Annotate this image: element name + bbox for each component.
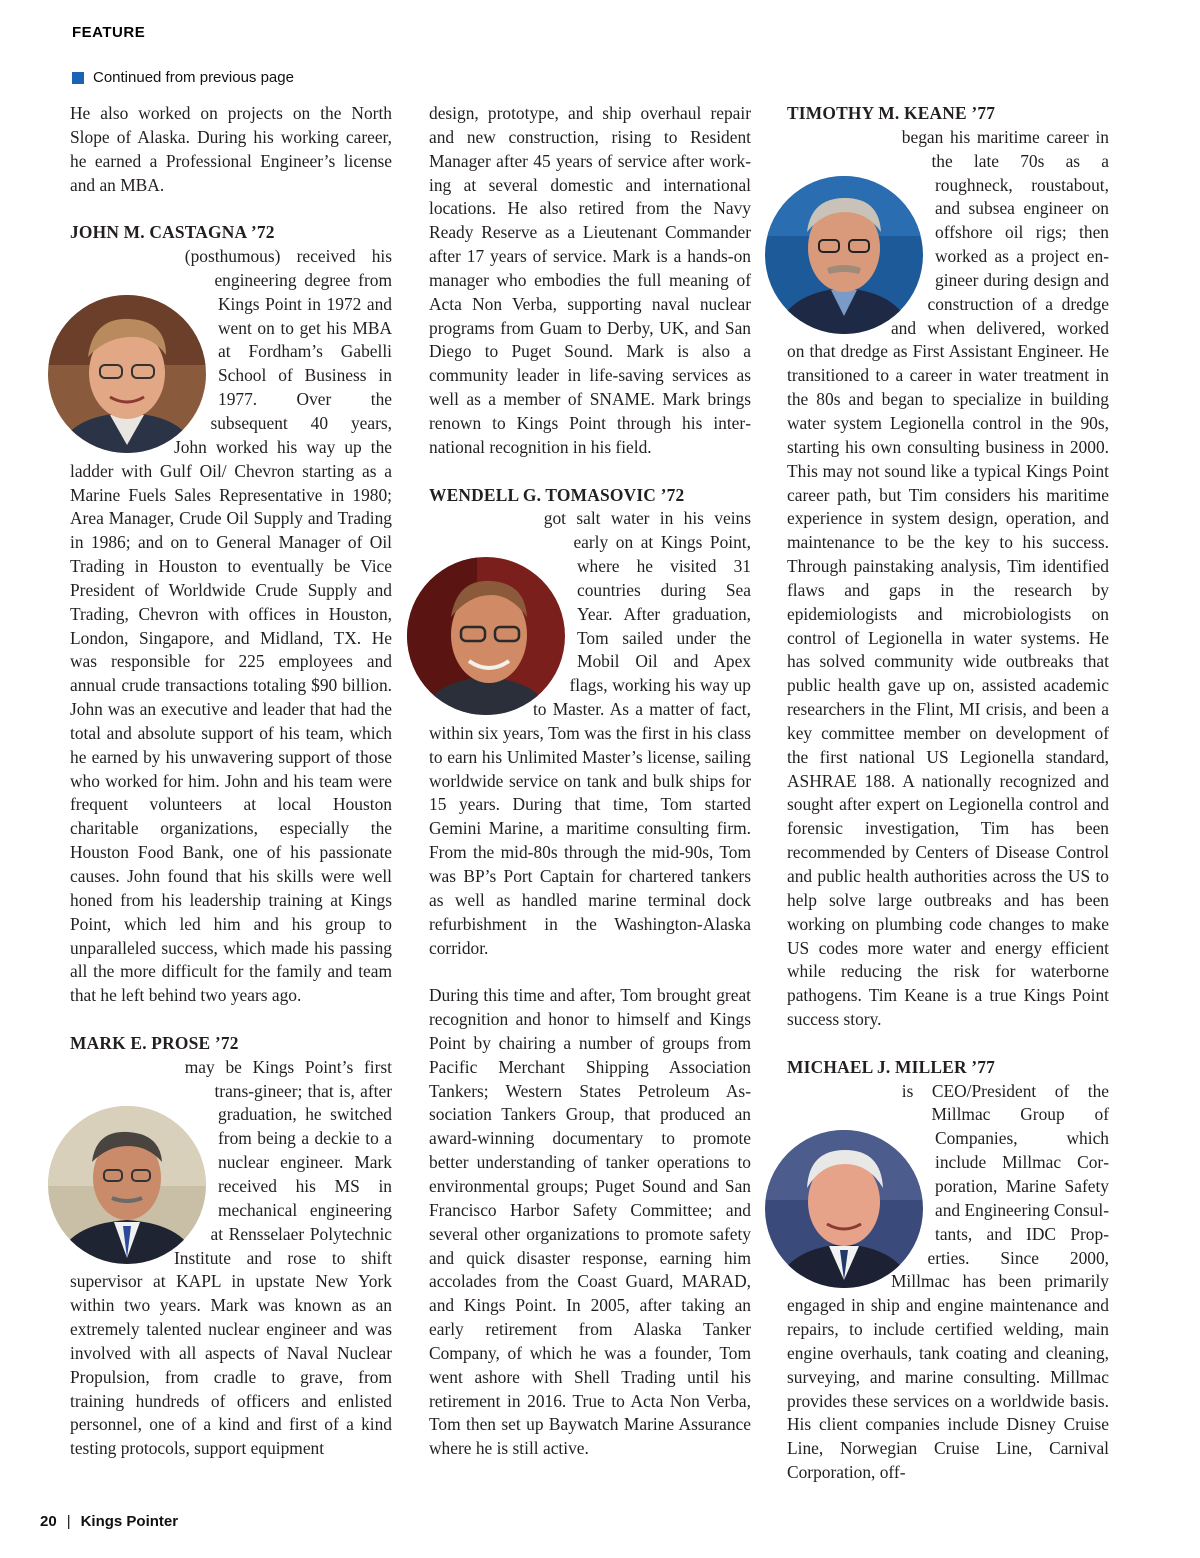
square-bullet-icon bbox=[72, 72, 84, 84]
tomasovic-bio-2: During this time and after, Tom brought great recognition and honor to himself and Kings Point by chairing a number of groups from Pacific Merchant Shipping Association Tankers; Western States Petroleum Association Tankers Group, that produced an award-winning documentary to promote better understanding of tanker operations to environmental groups; Puget Sound and San Francisco Harbor Safety Committee; and several other organizations to promote safety and quick disaster response, earning him accolades from the Coast Guard, MARAD, and Kings Point. In 2005, after taking an early retirement from Alaska Tanker Company, of which he was a founder, Tom went ashore with Shell Trading until his retirement in 2016. True to Acta Non Verba, Tom then set up Baywatch Marine Assurance where he is still active. bbox=[429, 985, 751, 1459]
intro-paragraph: He also worked on projects on the North Slope of Alaska. During his working career, he earned a Professional Engineer’s license and an MBA. bbox=[70, 103, 392, 195]
tomasovic-bio: got salt water in his veins early on at Kings Point, where he visited 31 countries during Sea Year. After graduation, Tom sailed under the Mobil Oil and Apex flags, working his way up to Master. As a matter of fact, within six years, Tom was the first in his class to earn his Unlimited Master’s license, sailing worldwide service on tank and bulk ships for 15 years. During that time, Tom started Gemini Marine, a maritime consulting firm. From the mid-80s through the mid-90s, Tom was BP’s Port Captain for chartered tankers as well as handled marine terminal dock refurbishment in the Washington-Alaska corridor. bbox=[429, 508, 751, 958]
section-label: FEATURE bbox=[72, 24, 146, 41]
footer-separator: | bbox=[66, 1513, 71, 1530]
keane-name: TIMOTHY M. KEANE ’77 bbox=[787, 103, 996, 123]
prose-bio-continued: design, prototype, and ship overhaul repair and new construction, rising to Resident Manager after 45 years of service after working at several domestic and international locations. He also retired from the Navy Ready Reserve as a Lieutenant Commander after 17 years of service. Mark is a hands-on manager who embodies the full meaning of Acta Non Verba, supporting naval nuclear programs from Guam to Derby, UK, and San Diego to Puget Sound. Mark is also a community leader in life-saving services as well as a member of SNAME. Mark brings renown to Kings Point through his international recognition in his field. bbox=[429, 103, 751, 457]
castagna-name: JOHN M. CASTAGNA ’72 bbox=[70, 222, 275, 243]
miller-photo bbox=[765, 1130, 923, 1288]
tomasovic-name: WENDELL G. TOMASOVIC ’72 bbox=[429, 484, 685, 505]
continued-text: Continued from previous page bbox=[93, 69, 294, 86]
page-number: 20 bbox=[40, 1513, 57, 1530]
publication-name: Kings Pointer bbox=[80, 1513, 179, 1530]
castagna-bio: (posthumous) received his engineering degree from Kings Point in 1972 and went on to get his MBA at Fordham’s Gabelli School of Business in 1977. Over the subsequent 40 years, John worked his way up the ladder with Gulf Oil/ Chevron starting as a Marine Fuels Sales Representative in 1980; Area Manager, Crude Oil Supply and Trading in 1986; and on to General Manager of Oil Trading in Houston to eventually be Vice President of Worldwide Crude Supply and Trading, Chevron with offices in Houston, London, Singapore, and Midland, TX. He was responsible for 225 employees and annual crude transactions totaling $90 billion. John was an executive and leader that had the total and absolute support of his team, which he earned by his unwavering support of those who worked for him. John and his team were frequent volunteers at local Houston charitable organizations, especially the Houston Food Bank, one of his passionate causes. John found that his skills were well honed from his leadership training at Kings Point, which led him and his group to unparalleled success, which made his passing all the more difficult for the family and team that he left behind two years ago. bbox=[70, 246, 392, 1006]
miller-name: MICHAEL J. MILLER ’77 bbox=[787, 1056, 996, 1077]
column-1 bbox=[70, 102, 392, 1461]
prose-name: MARK E. PROSE ’72 bbox=[70, 1032, 239, 1053]
tomasovic-photo bbox=[407, 557, 565, 715]
keane-bio: began his maritime career in the late 70s as a roughneck, roustabout, and subsea engineer on offshore oil rigs; then worked as a project engineer during design and construction of a dredge and when delivered, worked on that dredge as First Assistant Engineer. He transitioned to a career in water treatment in the 80s and began to specialize in building water system Legionella control in the 90s, starting his own consulting business in 2000. This may not sound like a typical Kings Point career path, but Tim considers his maritime experience in system design, operation, and maintenance to be the key to his success. Through painstaking analysis, Tim identified flaws and gaps in the research by epidemiologists and microbiologists on control of Legionella in water systems. He has solved community wide outbreaks that public health gave up on, assisted academic researchers in the Flint, MI crisis, and been a key committee member on development of the first national US Legionella standard, ASHRAE 188. A nationally recognized and sought after expert on Legionella control and forensic investigation, Tim has been recommended by Centers of Disease Control and public health authorities across the US to help solve large outbreaks and has been working on plumbing code changes to make US codes more water and energy efficient while reducing the risk for waterborne pathogens. Tim Keane is a true Kings Point success story. bbox=[787, 126, 1109, 1030]
miller-bio: is CEO/President of the Millmac Group of Companies, which include Millmac Corporation, Marine Safety and Engineering Consultants, and IDC Properties. Since 2000, Millmac has been primarily engaged in ship and engine maintenance and repairs, to include certified welding, main engine overhauls, tank coating and cleaning, surveying, and marine consulting. Millmac provides these services on a worldwide basis. His client companies include Disney Cruise Line, Norwegian Cruise Line, Carnival Corporation, off- bbox=[787, 1080, 1109, 1483]
page-footer bbox=[40, 1513, 178, 1530]
castagna-photo bbox=[48, 295, 206, 453]
continued-note bbox=[72, 69, 294, 86]
keane-photo bbox=[765, 176, 923, 334]
column-2 bbox=[429, 102, 751, 1461]
prose-photo bbox=[48, 1106, 206, 1264]
column-3 bbox=[787, 102, 1109, 1485]
prose-bio: may be Kings Point’s first trans-gineer; that is, after graduation, he switched from being a deckie to a nuclear engineer. Mark received his MS in mechanical engineering at Rensselaer Polytechnic Institute and rose to shift supervisor at KAPL in upstate New York within two years. Mark was known as an extremely talented nuclear engineer and was involved with all aspects of Naval Nuclear Propulsion, from cradle to grave, from training hundreds of officers and enlisted personnel, one of a kind and first of a kind testing protocols, support equipment bbox=[70, 1056, 392, 1459]
